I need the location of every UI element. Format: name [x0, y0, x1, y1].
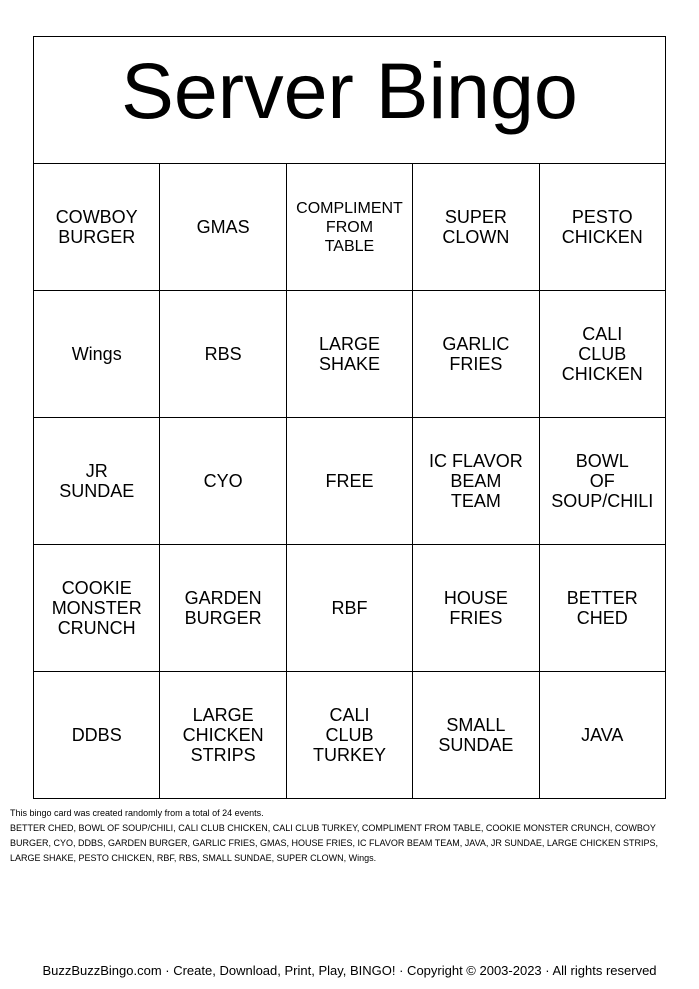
bingo-cell: PESTO CHICKEN [539, 164, 665, 291]
bingo-row [34, 672, 666, 799]
bingo-cell: BETTER CHED [539, 545, 665, 672]
bingo-cell: CALI CLUB TURKEY [286, 672, 412, 799]
bingo-cell: Wings [34, 291, 160, 418]
bingo-cell: BOWL OF SOUP/CHILI [539, 418, 665, 545]
bingo-cell: LARGE SHAKE [286, 291, 412, 418]
event-footnote [10, 806, 690, 866]
bingo-card [33, 36, 666, 799]
bingo-cell: FREE [286, 418, 412, 545]
bingo-cell: JAVA [539, 672, 665, 799]
bingo-cell: GARLIC FRIES [413, 291, 539, 418]
bingo-row [34, 164, 666, 291]
bingo-cell: CALI CLUB CHICKEN [539, 291, 665, 418]
bingo-cell: SMALL SUNDAE [413, 672, 539, 799]
bingo-cell: RBS [160, 291, 286, 418]
card-title [34, 37, 666, 164]
footnote-intro: This bingo card was created randomly from a total of 24 events. [10, 808, 264, 818]
bingo-row [34, 418, 666, 545]
bingo-cell: COMPLIMENT FROM TABLE [286, 164, 412, 291]
bingo-cell: JR SUNDAE [34, 418, 160, 545]
card-title-text: Server Bingo [121, 45, 578, 135]
bingo-row [34, 545, 666, 672]
bingo-cell: IC FLAVOR BEAM TEAM [413, 418, 539, 545]
site-footer: BuzzBuzzBingo.com · Create, Download, Print, Play, BINGO! · Copyright © 2003-2023 · All rights reserved [42, 963, 657, 978]
bingo-row [34, 291, 666, 418]
footnote-event-list: BETTER CHED, BOWL OF SOUP/CHILI, CALI CLUB CHICKEN, CALI CLUB TURKEY, COMPLIMENT FROM TABLE, COOKIE MONSTER CRUNCH, COWBOY BURGER, CYO, DDBS, GARDEN BURGER, GARLIC FRIES, GMAS, HOUSE FRIES, IC FLAVOR BEAM TEAM, JAVA, JR SUNDAE, LARGE CHICKEN STRIPS, LARGE SHAKE, PESTO CHICKEN, RBF, RBS, SMALL SUNDAE, SUPER CLOWN, Wings. [10, 823, 658, 863]
bingo-grid [34, 164, 666, 799]
bingo-cell: HOUSE FRIES [413, 545, 539, 672]
bingo-cell: GMAS [160, 164, 286, 291]
bingo-cell: GARDEN BURGER [160, 545, 286, 672]
bingo-cell: LARGE CHICKEN STRIPS [160, 672, 286, 799]
bingo-cell: COOKIE MONSTER CRUNCH [34, 545, 160, 672]
bingo-cell: CYO [160, 418, 286, 545]
bingo-cell: SUPER CLOWN [413, 164, 539, 291]
bingo-cell: DDBS [34, 672, 160, 799]
bingo-cell: COWBOY BURGER [34, 164, 160, 291]
bingo-cell: RBF [286, 545, 412, 672]
